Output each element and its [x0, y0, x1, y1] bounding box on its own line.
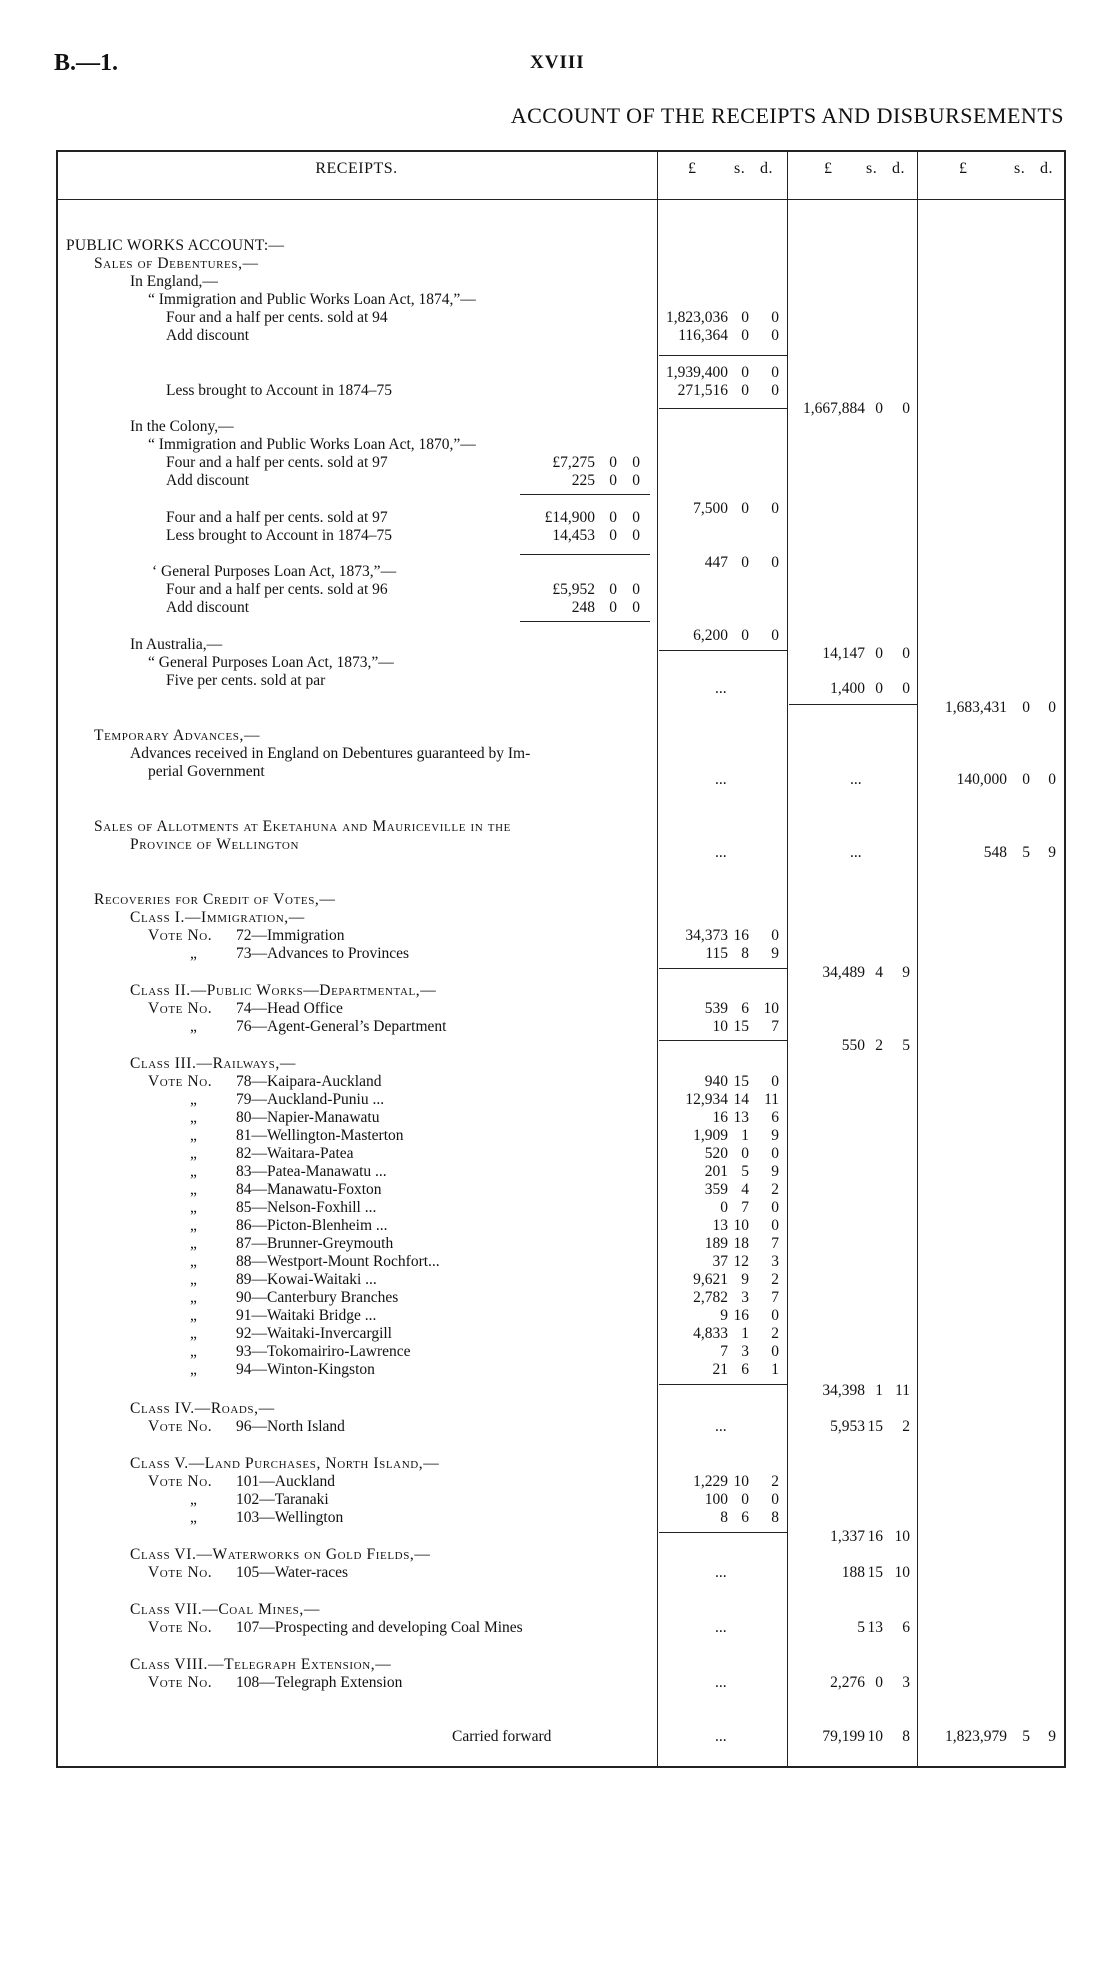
- vote-label: 78—Kaipara-Auckland: [236, 1073, 382, 1090]
- pounds-value: £5,952: [552, 581, 595, 598]
- entry-label: Less brought to Account in 1874–75: [166, 382, 393, 399]
- empty-value: ...: [715, 1564, 727, 1581]
- entry-label: Four and a half per cents. sold at 94: [166, 309, 388, 326]
- pounds-value: 550: [841, 1037, 865, 1054]
- class-heading: Class VIII.—Telegraph Extension,—: [130, 1656, 392, 1673]
- pence-value: 0: [632, 472, 640, 489]
- pounds-value: 34,373: [685, 927, 728, 944]
- pence-value: 0: [771, 627, 779, 644]
- pounds-value: 9: [720, 1307, 728, 1324]
- empty-value: ...: [715, 1674, 727, 1691]
- act-heading: ‘ General Purposes Loan Act, 1873,”—: [152, 563, 397, 580]
- pence-value: 1: [771, 1361, 779, 1378]
- entry-label: Four and a half per cents. sold at 96: [166, 581, 388, 598]
- shillings-value: 5: [1022, 1728, 1030, 1745]
- pounds-value: 4,833: [693, 1325, 728, 1342]
- shillings-value: 1: [875, 1382, 883, 1399]
- shillings-value: 0: [875, 680, 883, 697]
- vote-label: 84—Manawatu-Foxton: [236, 1181, 382, 1198]
- rule: [789, 704, 917, 705]
- vote-prefix: Vote No.: [148, 1418, 213, 1435]
- pence-value: 9: [771, 1127, 779, 1144]
- shillings-value: 0: [741, 1491, 749, 1508]
- shillings-value: 12: [733, 1253, 749, 1270]
- vote-prefix: „: [190, 1271, 197, 1288]
- shillings-value: 4: [741, 1181, 749, 1198]
- rule: [520, 494, 650, 495]
- empty-value: ...: [715, 680, 727, 697]
- shillings-value: 13: [733, 1109, 749, 1126]
- pounds-value: 1,823,979: [945, 1728, 1007, 1745]
- shillings-value: 9: [741, 1271, 749, 1288]
- region-heading: In the Colony,—: [130, 418, 234, 435]
- pounds-value: 79,199: [822, 1728, 865, 1745]
- vote-label: 76—Agent-General’s Department: [236, 1018, 447, 1035]
- pounds-value: 140,000: [956, 771, 1007, 788]
- vote-prefix: Vote No.: [148, 1073, 213, 1090]
- vote-prefix: „: [190, 1491, 197, 1508]
- shillings-value: 16: [733, 1307, 749, 1324]
- empty-value: ...: [715, 844, 727, 861]
- class-heading: Class VII.—Coal Mines,—: [130, 1601, 320, 1618]
- pence-value: 0: [771, 500, 779, 517]
- shillings-value: 1: [741, 1325, 749, 1342]
- pence-value: 10: [763, 1000, 779, 1017]
- shillings-value: 0: [609, 509, 617, 526]
- shillings-value: 0: [609, 454, 617, 471]
- class-heading: Class IV.—Roads,—: [130, 1400, 275, 1417]
- pounds-value: 5: [857, 1619, 865, 1636]
- pence-value: 0: [771, 1307, 779, 1324]
- shillings-value: 6: [741, 1361, 749, 1378]
- pounds-value: 9,621: [693, 1271, 728, 1288]
- pence-value: 0: [632, 599, 640, 616]
- pence-value: 11: [895, 1382, 910, 1399]
- rule: [520, 621, 650, 622]
- pounds-value: 7,500: [693, 500, 728, 517]
- shillings-value: 8: [741, 945, 749, 962]
- vote-label: 108—Telegraph Extension: [236, 1674, 403, 1691]
- entry-label: Less brought to Account in 1874–75: [166, 527, 393, 544]
- class-heading: Class II.—Public Works—Departmental,—: [130, 982, 437, 999]
- pence-value: 0: [771, 927, 779, 944]
- shillings-value: 15: [733, 1073, 749, 1090]
- pence-value: 11: [764, 1091, 779, 1108]
- vote-label: 92—Waitaki-Invercargill: [236, 1325, 392, 1342]
- pounds-value: 100: [704, 1491, 728, 1508]
- shillings-value: 0: [741, 1145, 749, 1162]
- pence-value: 6: [771, 1109, 779, 1126]
- pounds-value: 188: [841, 1564, 865, 1581]
- pence-value: 0: [632, 509, 640, 526]
- vote-prefix: „: [190, 945, 197, 962]
- empty-value: ...: [715, 1418, 727, 1435]
- shillings-value: 0: [875, 645, 883, 662]
- pounds-value: 116,364: [678, 327, 728, 344]
- vote-prefix: „: [190, 1361, 197, 1378]
- empty-value: ...: [850, 771, 862, 788]
- pounds-value: 115: [705, 945, 728, 962]
- pounds-value: 1,400: [830, 680, 865, 697]
- vote-label: 73—Advances to Provinces: [236, 945, 410, 962]
- shillings-value: 3: [741, 1343, 749, 1360]
- pence-value: 5: [902, 1037, 910, 1054]
- vote-prefix: „: [190, 1253, 197, 1270]
- pence-value: 9: [1048, 844, 1056, 861]
- pounds-value: 1,939,400: [666, 364, 728, 381]
- pence-value: 0: [771, 1217, 779, 1234]
- shillings-value: 0: [741, 364, 749, 381]
- class-heading: Class I.—Immigration,—: [130, 909, 305, 926]
- subsection-heading: Sales of Allotments at Eketahuna and Mauriceville in the: [94, 818, 511, 835]
- pounds-value: 1,683,431: [945, 699, 1007, 716]
- vote-prefix: Vote No.: [148, 927, 213, 944]
- pence-value: 2: [771, 1473, 779, 1490]
- vote-prefix: „: [190, 1018, 197, 1035]
- act-heading: “ Immigration and Public Works Loan Act, 1870,”—: [148, 436, 476, 453]
- pounds-value: 940: [704, 1073, 728, 1090]
- pence-value: 0: [902, 680, 910, 697]
- pounds-value: 2,276: [830, 1674, 865, 1691]
- empty-value: ...: [715, 1728, 727, 1745]
- pence-value: 0: [1048, 771, 1056, 788]
- vote-label: 83—Patea-Manawatu ...: [236, 1163, 387, 1180]
- vote-label: 79—Auckland-Puniu ...: [236, 1091, 385, 1108]
- subsection-heading: Temporary Advances,—: [94, 727, 261, 744]
- vote-label: 103—Wellington: [236, 1509, 344, 1526]
- pence-value: 0: [1048, 699, 1056, 716]
- class-heading: Class VI.—Waterworks on Gold Fields,—: [130, 1546, 431, 1563]
- act-heading: “ General Purposes Loan Act, 1873,”—: [148, 654, 394, 671]
- vote-prefix: „: [190, 1307, 197, 1324]
- pounds-value: 21: [712, 1361, 728, 1378]
- pounds-value: 1,909: [693, 1127, 728, 1144]
- pence-value: 0: [902, 645, 910, 662]
- shillings-value: 0: [1022, 699, 1030, 716]
- shillings-value: 13: [867, 1619, 883, 1636]
- pound-header: £: [688, 160, 697, 177]
- shillings-value: 10: [733, 1473, 749, 1490]
- pounds-value: 5,953: [830, 1418, 865, 1435]
- pounds-value: 12,934: [685, 1091, 728, 1108]
- vote-label: 91—Waitaki Bridge ...: [236, 1307, 377, 1324]
- pence-value: 10: [894, 1564, 910, 1581]
- pence-value: 0: [771, 1199, 779, 1216]
- pence-value: 0: [771, 364, 779, 381]
- vote-label: 80—Napier-Manawatu: [236, 1109, 380, 1126]
- pence-value: 2: [771, 1271, 779, 1288]
- rule: [659, 1532, 787, 1533]
- shillings-value: 0: [741, 554, 749, 571]
- empty-value: ...: [850, 844, 862, 861]
- pence-value: 9: [1048, 1728, 1056, 1745]
- vote-prefix: „: [190, 1127, 197, 1144]
- pence-value: 7: [771, 1018, 779, 1035]
- pence-value: 6: [902, 1619, 910, 1636]
- vote-label: 101—Auckland: [236, 1473, 336, 1490]
- pounds-value: 447: [704, 554, 728, 571]
- class-heading: Class III.—Railways,—: [130, 1055, 296, 1072]
- pounds-value: 1,667,884: [803, 400, 865, 417]
- vote-prefix: „: [190, 1343, 197, 1360]
- shillings-value: 0: [609, 599, 617, 616]
- pounds-value: 34,398: [822, 1382, 865, 1399]
- shillings-value: 4: [875, 964, 883, 981]
- vote-prefix: „: [190, 1163, 197, 1180]
- pence-value: 2: [902, 1418, 910, 1435]
- vote-prefix: „: [190, 1509, 197, 1526]
- vote-prefix: „: [190, 1199, 197, 1216]
- pounds-value: 359: [704, 1181, 728, 1198]
- pounds-value: 189: [704, 1235, 728, 1252]
- shillings-value: 10: [867, 1728, 883, 1745]
- vote-prefix: „: [190, 1145, 197, 1162]
- vote-label: 88—Westport-Mount Rochfort...: [236, 1253, 440, 1270]
- entry-label: Add discount: [166, 599, 250, 616]
- vote-label: 105—Water-races: [236, 1564, 349, 1581]
- empty-value: ...: [715, 771, 727, 788]
- entry-label: Add discount: [166, 472, 250, 489]
- shillings-value: 0: [1022, 771, 1030, 788]
- vote-label: 102—Taranaki: [236, 1491, 329, 1508]
- pence-value: 0: [771, 1491, 779, 1508]
- pounds-value: £14,900: [544, 509, 595, 526]
- vote-label: 82—Waitara-Patea: [236, 1145, 354, 1162]
- pounds-value: 7: [720, 1343, 728, 1360]
- rule: [659, 650, 787, 651]
- vote-label: 85—Nelson-Foxhill ...: [236, 1199, 377, 1216]
- vote-prefix: Vote No.: [148, 1473, 213, 1490]
- pence-value: 0: [632, 454, 640, 471]
- entry-label: Four and a half per cents. sold at 97: [166, 509, 388, 526]
- pounds-value: 520: [704, 1145, 728, 1162]
- act-heading: “ Immigration and Public Works Loan Act, 1874,”—: [148, 291, 476, 308]
- pound-header: £: [959, 160, 968, 177]
- pence-value: 9: [771, 1163, 779, 1180]
- pence-value: 10: [894, 1528, 910, 1545]
- pence-value: 3: [771, 1253, 779, 1270]
- entry-label: Advances received in England on Debentures guaranteed by Im-: [130, 745, 531, 762]
- entry-label: Five per cents. sold at par: [166, 672, 326, 689]
- pence-value: 0: [632, 527, 640, 544]
- shillings-value: 18: [733, 1235, 749, 1252]
- vote-prefix: Vote No.: [148, 1674, 213, 1691]
- entry-label: Four and a half per cents. sold at 97: [166, 454, 388, 471]
- subsection-heading: Province of Wellington: [130, 836, 299, 853]
- shillings-value: 0: [609, 527, 617, 544]
- pounds-value: 1,229: [693, 1473, 728, 1490]
- subsection-heading: Sales of Debentures,—: [94, 255, 259, 272]
- entry-label: perial Government: [148, 763, 265, 780]
- pence-value: 2: [771, 1181, 779, 1198]
- pounds-value: 201: [704, 1163, 728, 1180]
- pence-value: 0: [771, 1073, 779, 1090]
- pounds-value: 1,337: [830, 1528, 865, 1545]
- class-heading: Class V.—Land Purchases, North Island,—: [130, 1455, 440, 1472]
- shillings-header: s.: [866, 160, 878, 177]
- vote-label: 107—Prospecting and developing Coal Mines: [236, 1619, 523, 1636]
- pounds-value: 2,782: [693, 1289, 728, 1306]
- region-heading: In Australia,—: [130, 636, 223, 653]
- vote-label: 94—Winton-Kingston: [236, 1361, 375, 1378]
- rule: [520, 554, 650, 555]
- shillings-value: 0: [609, 472, 617, 489]
- vote-prefix: Vote No.: [148, 1000, 213, 1017]
- pence-value: 0: [632, 581, 640, 598]
- pence-value: 2: [771, 1325, 779, 1342]
- shillings-value: 3: [741, 1289, 749, 1306]
- pounds-value: 8: [720, 1509, 728, 1526]
- pence-value: 3: [902, 1674, 910, 1691]
- pence-value: 9: [902, 964, 910, 981]
- pence-value: 7: [771, 1235, 779, 1252]
- rule: [659, 1384, 787, 1385]
- pounds-value: 14,147: [822, 645, 865, 662]
- shillings-value: 16: [733, 927, 749, 944]
- pound-header: £: [824, 160, 833, 177]
- shillings-value: 6: [741, 1509, 749, 1526]
- carried-forward-label: Carried forward: [452, 1728, 552, 1745]
- empty-value: ...: [715, 1619, 727, 1636]
- pence-value: 0: [771, 1145, 779, 1162]
- vote-prefix: Vote No.: [148, 1564, 213, 1581]
- pence-value: 8: [902, 1728, 910, 1745]
- shillings-header: s.: [734, 160, 746, 177]
- vote-label: 90—Canterbury Branches: [236, 1289, 399, 1306]
- pounds-value: 0: [720, 1199, 728, 1216]
- subsection-heading: Recoveries for Credit of Votes,—: [94, 891, 336, 908]
- vote-prefix: „: [190, 1217, 197, 1234]
- vote-prefix: „: [190, 1289, 197, 1306]
- shillings-value: 0: [875, 400, 883, 417]
- shillings-value: 14: [733, 1091, 749, 1108]
- rule: [659, 1040, 787, 1041]
- vote-label: 74—Head Office: [236, 1000, 343, 1017]
- vote-label: 96—North Island: [236, 1418, 345, 1435]
- pounds-value: 1,823,036: [666, 309, 728, 326]
- region-heading: In England,—: [130, 273, 218, 290]
- pence-value: 9: [771, 945, 779, 962]
- vote-prefix: „: [190, 1091, 197, 1108]
- receipts-header: RECEIPTS.: [315, 160, 398, 177]
- rule: [659, 355, 787, 356]
- shillings-value: 7: [741, 1199, 749, 1216]
- shillings-value: 15: [867, 1418, 883, 1435]
- rule: [659, 408, 787, 409]
- shillings-value: 0: [741, 627, 749, 644]
- pounds-value: 13: [712, 1217, 728, 1234]
- pence-header: d.: [760, 160, 773, 177]
- shillings-value: 2: [875, 1037, 883, 1054]
- vote-prefix: Vote No.: [148, 1619, 213, 1636]
- shillings-value: 0: [741, 327, 749, 344]
- shillings-value: 1: [741, 1127, 749, 1144]
- vote-label: 81—Wellington-Masterton: [236, 1127, 404, 1144]
- vote-label: 72—Immigration: [236, 927, 345, 944]
- shillings-value: 5: [1022, 844, 1030, 861]
- vote-label: 87—Brunner-Greymouth: [236, 1235, 394, 1252]
- pounds-value: 37: [712, 1253, 728, 1270]
- pounds-value: 16: [712, 1109, 728, 1126]
- vote-label: 89—Kowai-Waitaki ...: [236, 1271, 377, 1288]
- shillings-value: 16: [867, 1528, 883, 1545]
- pence-value: 0: [771, 554, 779, 571]
- account-title: ACCOUNT OF THE RECEIPTS AND DISBURSEMENTS: [510, 103, 1064, 128]
- pounds-value: 539: [704, 1000, 728, 1017]
- vote-prefix: „: [190, 1109, 197, 1126]
- shillings-value: 10: [733, 1217, 749, 1234]
- vote-prefix: „: [190, 1181, 197, 1198]
- pence-value: 7: [771, 1289, 779, 1306]
- pounds-value: 10: [712, 1018, 728, 1035]
- pounds-value: 248: [571, 599, 595, 616]
- shillings-value: 6: [741, 1000, 749, 1017]
- vote-label: 93—Tokomairiro-Lawrence: [236, 1343, 411, 1360]
- shillings-value: 0: [609, 581, 617, 598]
- pence-value: 0: [771, 1343, 779, 1360]
- shillings-value: 0: [741, 500, 749, 517]
- shillings-value: 0: [875, 1674, 883, 1691]
- pounds-value: 14,453: [552, 527, 595, 544]
- shillings-value: 15: [867, 1564, 883, 1581]
- document-reference: B.—1.: [54, 50, 119, 76]
- vote-label: 86—Picton-Blenheim ...: [236, 1217, 388, 1234]
- shillings-value: 15: [733, 1018, 749, 1035]
- page-number: XVIII: [530, 52, 585, 73]
- shillings-header: s.: [1014, 160, 1026, 177]
- pence-value: 0: [902, 400, 910, 417]
- pounds-value: £7,275: [552, 454, 595, 471]
- rule: [659, 968, 787, 969]
- pence-value: 8: [771, 1509, 779, 1526]
- shillings-value: 5: [741, 1163, 749, 1180]
- shillings-value: 0: [741, 309, 749, 326]
- vote-prefix: „: [190, 1325, 197, 1342]
- shillings-value: 0: [741, 382, 749, 399]
- pounds-value: 34,489: [822, 964, 865, 981]
- section-heading: PUBLIC WORKS ACCOUNT:—: [66, 237, 285, 254]
- vote-prefix: „: [190, 1235, 197, 1252]
- pounds-value: 225: [571, 472, 595, 489]
- pence-value: 0: [771, 309, 779, 326]
- pence-header: d.: [1040, 160, 1053, 177]
- entry-label: Add discount: [166, 327, 250, 344]
- pounds-value: 548: [983, 844, 1007, 861]
- pence-value: 0: [771, 327, 779, 344]
- pence-header: d.: [892, 160, 905, 177]
- pounds-value: 6,200: [693, 627, 728, 644]
- pence-value: 0: [771, 382, 779, 399]
- pounds-value: 271,516: [677, 382, 728, 399]
